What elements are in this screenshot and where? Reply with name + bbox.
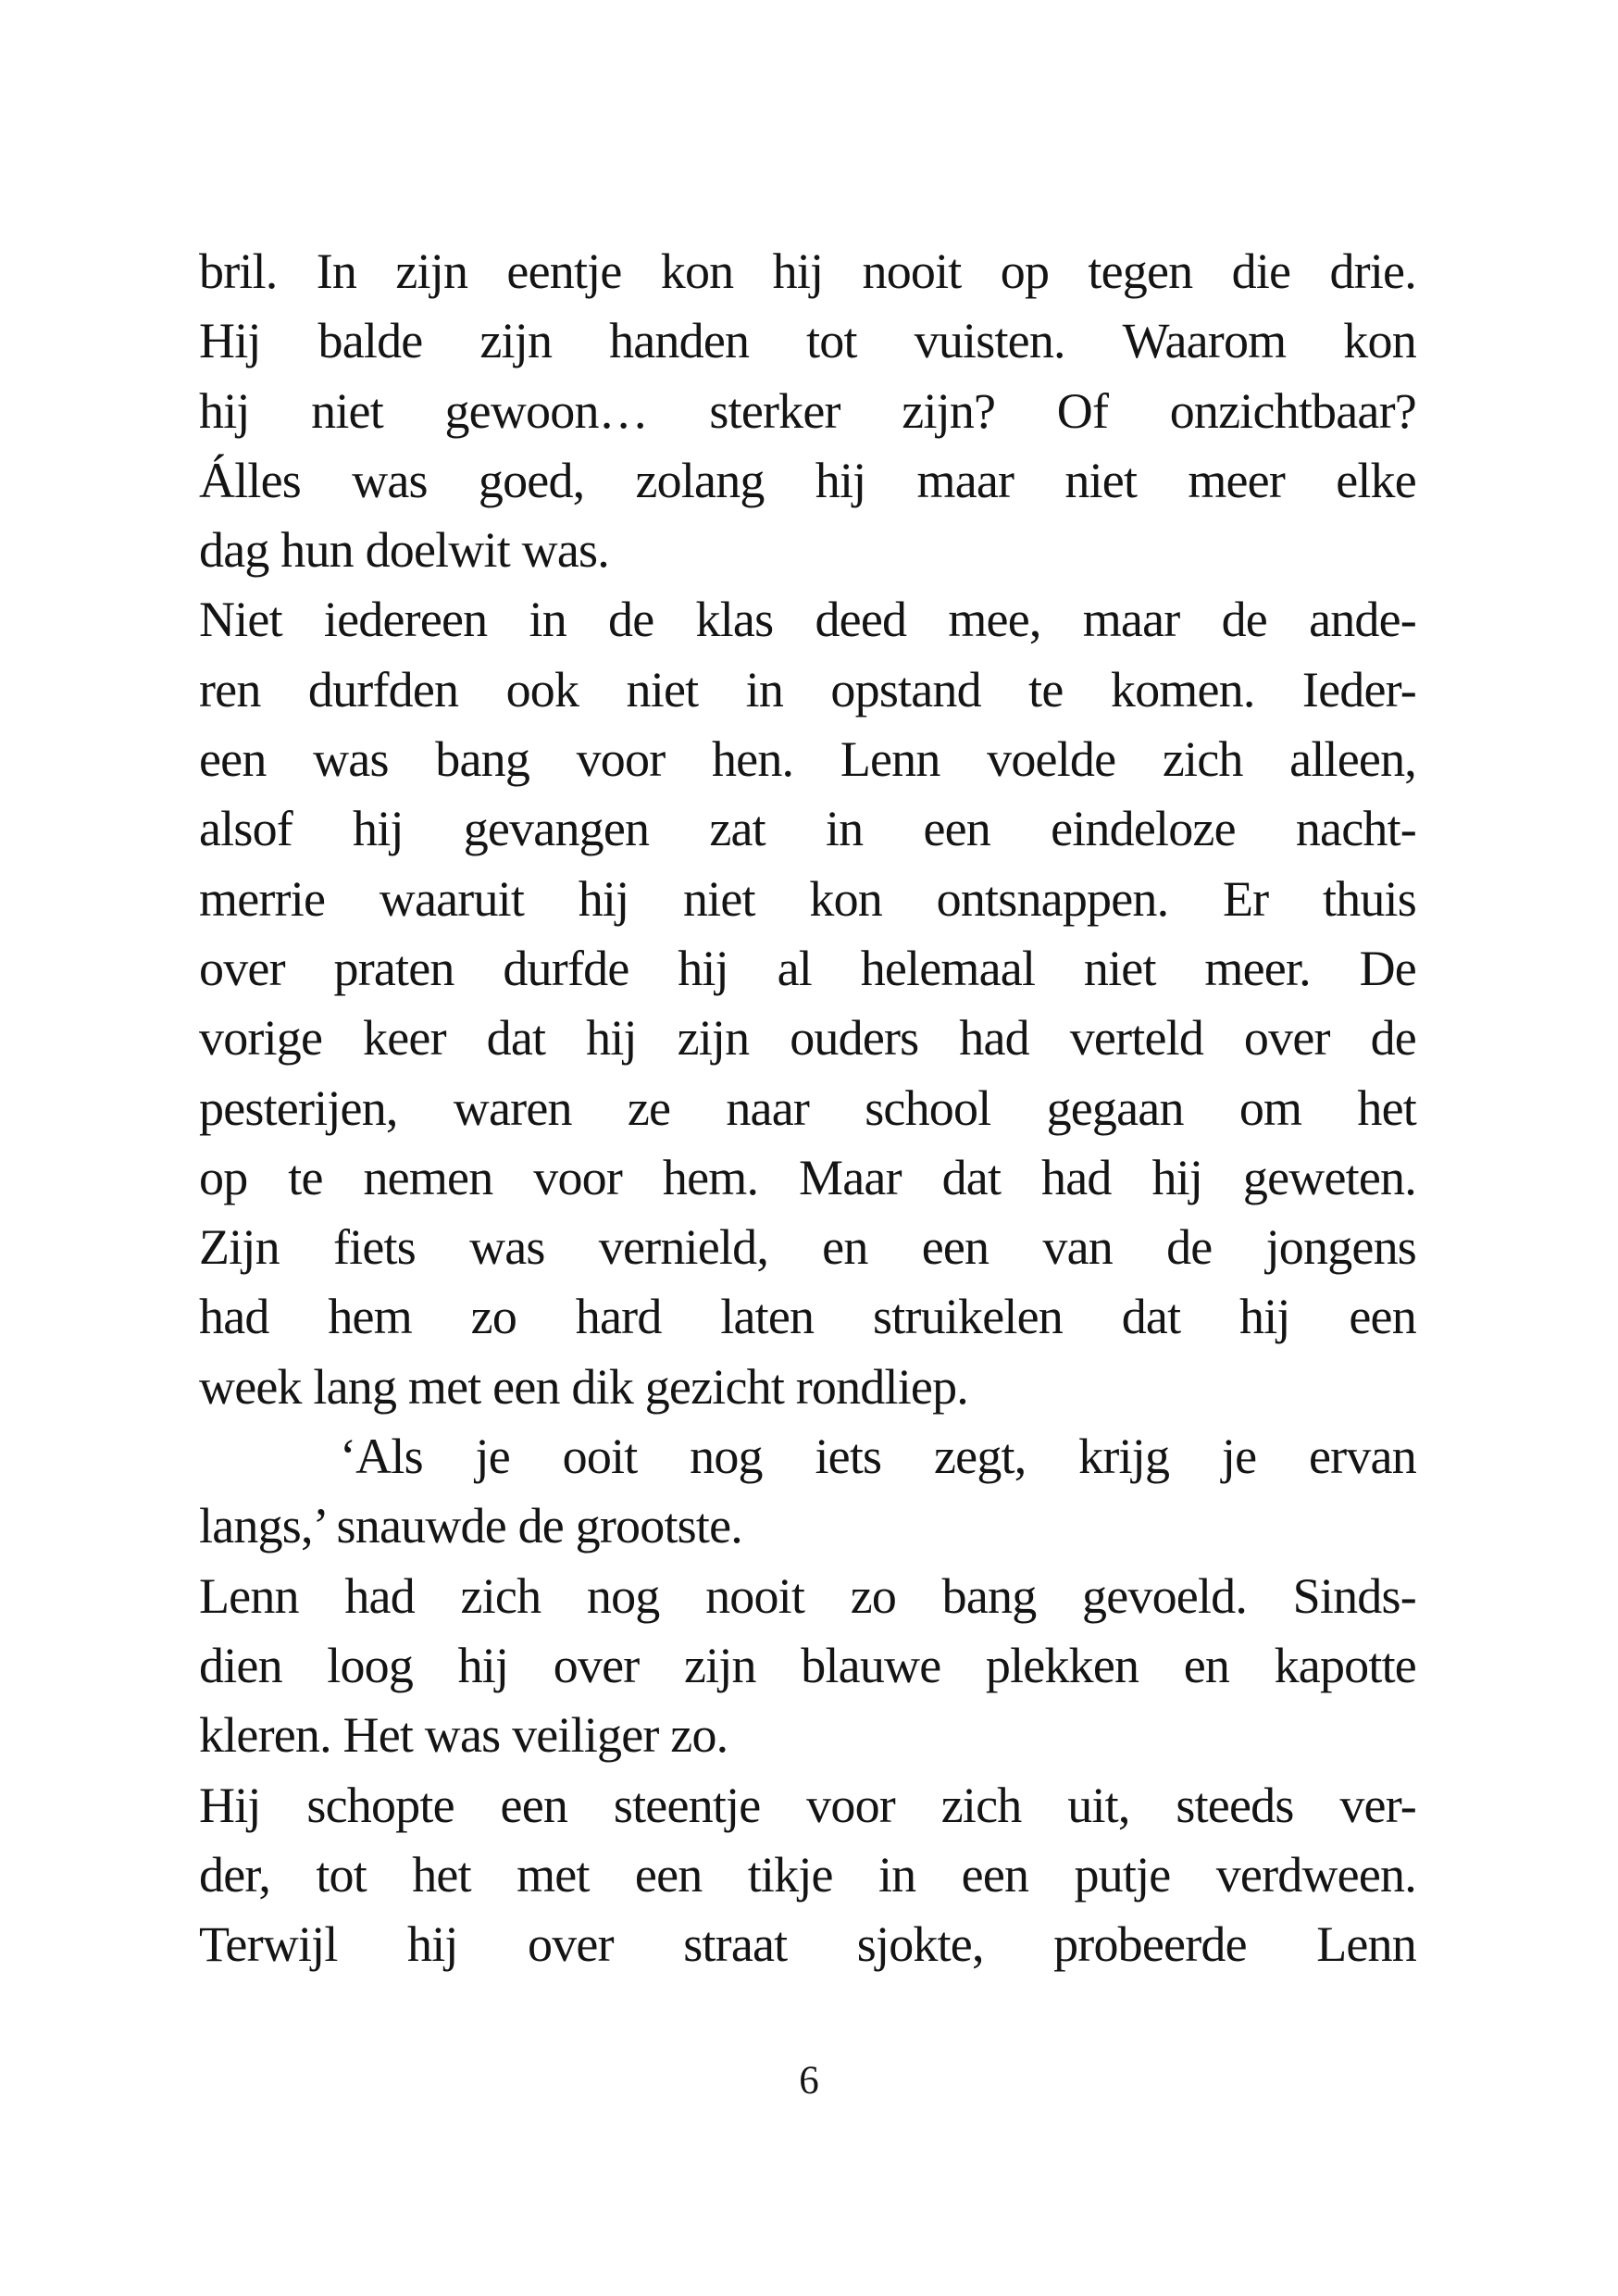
- word: vuisten.: [914, 313, 1065, 369]
- word: plekken: [985, 1637, 1139, 1693]
- word: merrie: [199, 870, 326, 927]
- word: tikje: [747, 1846, 833, 1903]
- word: hij: [586, 1010, 637, 1067]
- word: struikelen: [873, 1289, 1063, 1345]
- word: zich: [1162, 731, 1243, 788]
- word: De: [1359, 940, 1416, 996]
- word: de: [1166, 1219, 1213, 1276]
- word: een: [961, 1846, 1029, 1903]
- word: hij: [353, 801, 404, 857]
- word: nooit: [862, 243, 962, 299]
- word: ervan: [1308, 1429, 1416, 1485]
- word: over: [553, 1637, 640, 1693]
- word: hij: [1151, 1149, 1203, 1205]
- word: helemaal: [860, 940, 1036, 996]
- word: probeerde: [1053, 1916, 1247, 1973]
- text-line: kleren. Het was veiliger zo.: [199, 1707, 728, 1764]
- word: verteld: [1069, 1010, 1204, 1067]
- word: gewoon…: [444, 382, 648, 439]
- word: in: [825, 801, 864, 857]
- word: hij: [678, 940, 728, 996]
- word: zijn: [395, 243, 468, 299]
- word: die: [1231, 243, 1291, 299]
- word: dat: [1121, 1289, 1181, 1345]
- text-line: [199, 794, 1416, 864]
- word: zijn?: [902, 382, 996, 439]
- word: maar: [916, 452, 1014, 508]
- word: niet: [1083, 940, 1156, 996]
- word: nemen: [363, 1149, 493, 1205]
- word: Zijn: [199, 1219, 280, 1276]
- text-line: langs,’ snauwde de grootste.: [199, 1498, 742, 1554]
- word: dien: [199, 1637, 282, 1693]
- word: zegt,: [934, 1429, 1027, 1485]
- word: op: [1000, 243, 1050, 299]
- word: geweten.: [1242, 1149, 1416, 1205]
- word: komen.: [1110, 661, 1255, 718]
- word: meer.: [1204, 940, 1311, 996]
- word: Álles: [199, 452, 301, 508]
- word: al: [777, 940, 812, 996]
- word: kon: [660, 243, 734, 299]
- word: Maar: [799, 1149, 902, 1205]
- word: zo: [850, 1567, 897, 1624]
- text-line: [199, 585, 1416, 655]
- word: vernield,: [598, 1219, 769, 1276]
- word: had: [344, 1567, 415, 1624]
- word: gegaan: [1046, 1079, 1184, 1136]
- word: deed: [815, 592, 907, 648]
- word: sjokte,: [856, 1916, 984, 1973]
- word: Lenn: [840, 731, 940, 788]
- word: schopte: [306, 1777, 454, 1833]
- word: verdween.: [1215, 1846, 1416, 1903]
- word: tegen: [1088, 243, 1193, 299]
- word: zolang: [635, 452, 765, 508]
- word: zijn: [479, 313, 553, 369]
- text-line: [199, 237, 1416, 306]
- word: putje: [1074, 1846, 1171, 1903]
- word: zijn: [683, 1637, 756, 1693]
- word: had: [1041, 1149, 1112, 1205]
- word: jongens: [1265, 1219, 1416, 1276]
- text-line: dag hun doelwit was.: [199, 522, 609, 579]
- word: over: [199, 940, 285, 996]
- word: hem.: [662, 1149, 759, 1205]
- word: een: [500, 1777, 568, 1833]
- word: praten: [333, 940, 454, 996]
- word: pesterijen,: [199, 1079, 398, 1136]
- text-line: [199, 1841, 1416, 1910]
- word: hij: [199, 382, 250, 439]
- word: in: [745, 661, 784, 718]
- word: steeds: [1176, 1777, 1294, 1833]
- text-line: [199, 655, 1416, 725]
- text-block: [199, 237, 1416, 1979]
- word: drie.: [1329, 243, 1416, 299]
- word: waren: [453, 1079, 572, 1136]
- text-line: week lang met een dik gezicht rondliep.: [199, 1358, 968, 1415]
- word: tot: [806, 313, 857, 369]
- word: ouders: [790, 1010, 919, 1067]
- word: Terwijl: [199, 1916, 338, 1973]
- word: kon: [809, 870, 882, 927]
- word: alsof: [199, 801, 292, 857]
- word: Lenn: [199, 1567, 299, 1624]
- word: in: [529, 592, 566, 648]
- page-number: 6: [799, 2059, 819, 2103]
- text-line: [199, 1562, 1416, 1631]
- word: en: [1183, 1637, 1230, 1693]
- word: Hij: [199, 1777, 261, 1833]
- word: zich: [460, 1567, 541, 1624]
- word: Of: [1056, 382, 1109, 439]
- word: Sinds-: [1292, 1567, 1416, 1624]
- word: over: [1243, 1010, 1330, 1067]
- word: was: [313, 731, 389, 788]
- word: Er: [1222, 870, 1269, 927]
- word: had: [199, 1289, 269, 1345]
- word: waaruit: [379, 870, 525, 927]
- word: ze: [627, 1079, 671, 1136]
- word: niet: [682, 870, 755, 927]
- word: zijn: [677, 1010, 750, 1067]
- word: nog: [690, 1429, 763, 1485]
- word: ver-: [1339, 1777, 1416, 1833]
- word: hij: [772, 243, 824, 299]
- word: sterker: [709, 382, 840, 439]
- word: de: [1370, 1010, 1416, 1067]
- text-line: [199, 1910, 1416, 1979]
- word: zat: [709, 801, 765, 857]
- word: zo: [470, 1289, 517, 1345]
- word: balde: [317, 313, 423, 369]
- word: bang: [435, 731, 530, 788]
- word: mee,: [948, 592, 1041, 648]
- word: een: [1349, 1289, 1416, 1345]
- word: maar: [1082, 592, 1180, 648]
- word: dat: [486, 1010, 546, 1067]
- text-line: [199, 1631, 1416, 1701]
- word: blauwe: [801, 1637, 941, 1693]
- word: vorige: [199, 1010, 323, 1067]
- word: durfden: [307, 661, 459, 718]
- word: je: [1221, 1429, 1257, 1485]
- word: klas: [695, 592, 774, 648]
- word: in: [877, 1846, 916, 1903]
- word: school: [865, 1079, 991, 1136]
- word: voor: [533, 1149, 623, 1205]
- word: uit,: [1067, 1777, 1130, 1833]
- word: was: [469, 1219, 545, 1276]
- word: loog: [327, 1637, 414, 1693]
- word: bang: [941, 1567, 1037, 1624]
- word: alleen,: [1289, 731, 1416, 788]
- word: zich: [940, 1777, 1022, 1833]
- text-line: [199, 1004, 1416, 1073]
- word: niet: [1064, 452, 1138, 508]
- word: dat: [941, 1149, 1002, 1205]
- word: ooit: [562, 1429, 638, 1485]
- word: te: [288, 1149, 323, 1205]
- text-line: [199, 306, 1416, 376]
- word: tot: [316, 1846, 367, 1903]
- word: te: [1028, 661, 1064, 718]
- word: Ieder-: [1301, 661, 1416, 718]
- word: laten: [720, 1289, 815, 1345]
- text-line: [199, 934, 1416, 1004]
- word: handen: [609, 313, 750, 369]
- word: hij: [578, 870, 629, 927]
- word: ontsnappen.: [936, 870, 1169, 927]
- word: op: [199, 1149, 248, 1205]
- word: hij: [407, 1916, 458, 1973]
- text-line: [199, 1213, 1416, 1282]
- word: een: [199, 731, 267, 788]
- word: straat: [683, 1916, 788, 1973]
- word: een: [923, 801, 990, 857]
- word: hen.: [711, 731, 794, 788]
- word: eentje: [506, 243, 622, 299]
- word: kapotte: [1274, 1637, 1416, 1693]
- word: ‘Als: [340, 1429, 423, 1485]
- text-line: [199, 1143, 1416, 1213]
- word: nog: [586, 1567, 660, 1624]
- word: voor: [806, 1777, 895, 1833]
- word: gevangen: [463, 801, 650, 857]
- word: niet: [311, 382, 383, 439]
- text-line: [199, 1771, 1416, 1841]
- word: iets: [815, 1429, 882, 1485]
- word: nooit: [705, 1567, 805, 1624]
- word: een: [634, 1846, 703, 1903]
- word: keer: [363, 1010, 446, 1067]
- word: had: [959, 1010, 1029, 1067]
- word: was: [352, 452, 428, 508]
- text-line: [199, 446, 1416, 516]
- word: over: [528, 1916, 614, 1973]
- word: Niet: [199, 592, 282, 648]
- word: hij: [815, 452, 866, 508]
- word: gevoeld.: [1082, 1567, 1248, 1624]
- word: om: [1238, 1079, 1302, 1136]
- text-line: [199, 725, 1416, 794]
- word: en: [822, 1219, 868, 1276]
- word: nacht-: [1295, 801, 1416, 857]
- word: kon: [1343, 313, 1416, 369]
- word: hem: [328, 1289, 412, 1345]
- word: de: [608, 592, 654, 648]
- word: Waarom: [1122, 313, 1287, 369]
- word: steentje: [613, 1777, 761, 1833]
- word: ren: [199, 661, 261, 718]
- word: goed,: [478, 452, 585, 508]
- word: ook: [505, 661, 579, 718]
- word: Lenn: [1316, 1916, 1416, 1973]
- word: naar: [726, 1079, 810, 1136]
- word: iedereen: [323, 592, 488, 648]
- word: hard: [575, 1289, 662, 1345]
- text-line: [199, 1282, 1416, 1352]
- word: In: [316, 243, 357, 299]
- word: hij: [1239, 1289, 1290, 1345]
- word: onzichtbaar?: [1169, 382, 1416, 439]
- word: je: [475, 1429, 510, 1485]
- word: fiets: [332, 1219, 416, 1276]
- word: voor: [576, 731, 666, 788]
- word: hij: [457, 1637, 509, 1693]
- word: durfde: [503, 940, 629, 996]
- word: niet: [626, 661, 699, 718]
- word: meer: [1188, 452, 1286, 508]
- text-line: [199, 1422, 1416, 1491]
- word: bril.: [199, 243, 278, 299]
- word: ande-: [1309, 592, 1416, 648]
- word: krijg: [1078, 1429, 1170, 1485]
- word: het: [1357, 1079, 1416, 1136]
- word: het: [412, 1846, 471, 1903]
- text-line: [199, 865, 1416, 934]
- word: thuis: [1322, 870, 1416, 927]
- text-line: [199, 1074, 1416, 1143]
- word: der,: [199, 1846, 271, 1903]
- word: opstand: [830, 661, 981, 718]
- word: elke: [1336, 452, 1416, 508]
- word: met: [517, 1846, 590, 1903]
- word: de: [1221, 592, 1267, 648]
- word: van: [1042, 1219, 1113, 1276]
- word: voelde: [987, 731, 1116, 788]
- word: een: [921, 1219, 989, 1276]
- text-line: [199, 377, 1416, 446]
- word: eindeloze: [1051, 801, 1236, 857]
- word: Hij: [199, 313, 261, 369]
